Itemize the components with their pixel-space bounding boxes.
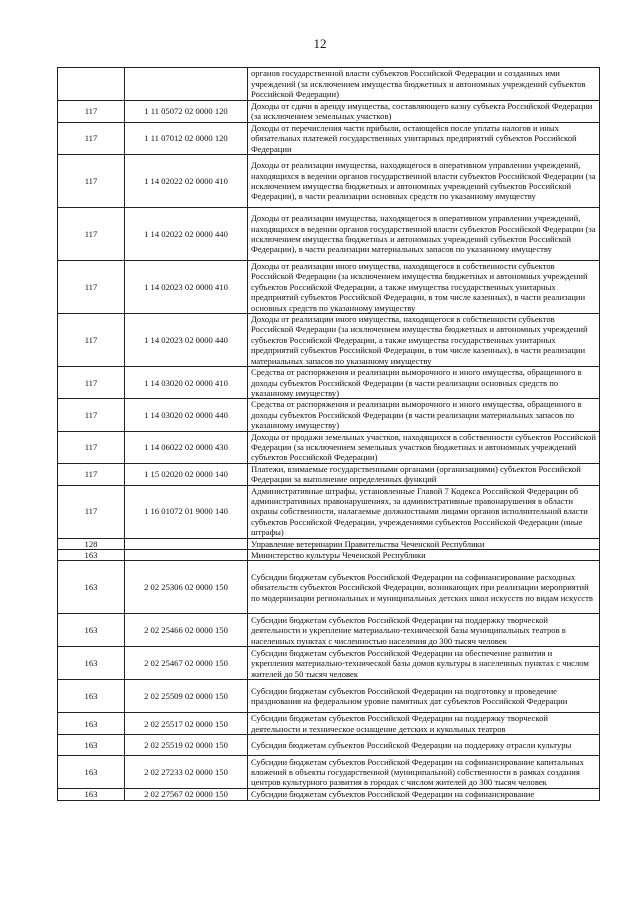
admin-code-cell: 117 (58, 367, 125, 399)
table-row (58, 101, 600, 123)
revenue-name-cell: Субсидии бюджетам субъектов Российской Федерации на софинансирование (248, 789, 600, 800)
table-row (58, 399, 600, 431)
table-row (58, 680, 600, 713)
table-row (58, 538, 600, 549)
revenue-name-cell: органов государственной власти субъектов Российской Федерации и созданных ими учреждений (за исключением имущества бюджетных и автономных учреждений субъектов Российской Федерации) (248, 68, 600, 101)
revenue-codes-table (57, 67, 600, 801)
revenue-name-cell: Субсидии бюджетам субъектов Российской Федерации на поддержку творческой деятельности и укрепление материально-технической базы муниципальных театров в населенных пунктах с численностью населения до 300 тысяч человек (248, 614, 600, 647)
budget-code-cell: 2 02 27233 02 0000 150 (125, 756, 248, 789)
page-number: 12 (313, 36, 327, 51)
budget-code-cell: 2 02 25467 02 0000 150 (125, 647, 248, 680)
admin-code-cell: 117 (58, 122, 125, 154)
table-row (58, 155, 600, 208)
admin-code-cell: 163 (58, 735, 125, 756)
budget-code-cell: 2 02 25466 02 0000 150 (125, 614, 248, 647)
admin-code-cell: 117 (58, 208, 125, 261)
admin-code-cell: 117 (58, 399, 125, 431)
admin-code-cell: 163 (58, 680, 125, 713)
budget-code-cell: 1 14 06022 02 0000 430 (125, 431, 248, 463)
revenue-name-cell: Субсидии бюджетам субъектов Российской Федерации на поддержку творческой деятельности и техническое оснащение детских и кукольных театров (248, 713, 600, 735)
revenue-name-cell: Субсидии бюджетам субъектов Российской Федерации на обеспечение развития и укрепления материально-технической базы домов культуры в населенных пунктах с числом жителей до 50 тысяч человек (248, 647, 600, 680)
revenue-name-cell: Административные штрафы, установленные Главой 7 Кодекса Российской Федерации об административных правонарушениях, за административные правонарушения в области охраны собственности, налагаемые должностными лицами органов исполнительной власти субъектов Российской Федерации, учреждениями субъектов Российской Федерации (иные штрафы) (248, 485, 600, 538)
table-row (58, 614, 600, 647)
table-row (58, 550, 600, 561)
table-row (58, 463, 600, 485)
budget-code-cell: 1 14 02022 02 0000 440 (125, 208, 248, 261)
budget-code-cell: 2 02 25517 02 0000 150 (125, 713, 248, 735)
revenue-name-cell: Доходы от сдачи в аренду имущества, составляющего казну субъекта Российской Федерации (за исключением земельных участков) (248, 101, 600, 123)
revenue-name-cell: Доходы от реализации имущества, находящегося в оперативном управлении учреждений, находящихся в ведении органов государственной власти субъектов Российской Федерации (за исключением имущества бюджетных и автономных учреждений субъектов Российской Федерации), в части реализации основных средств по указанному имуществу (248, 155, 600, 208)
revenue-name-cell: Субсидии бюджетам субъектов Российской Федерации на подготовку и проведение празднования на федеральном уровне памятных дат субъектов Российской Федерации (248, 680, 600, 713)
admin-code-cell: 117 (58, 314, 125, 367)
revenue-name-cell: Субсидии бюджетам субъектов Российской Федерации на софинансирование расходных обязательств субъектов Российской Федерации, возникающих при реализации мероприятий по модернизации региональных и муниципальных детских школ искусств по видам искусств (248, 561, 600, 614)
admin-code-cell: 117 (58, 431, 125, 463)
table-row (58, 647, 600, 680)
budget-code-cell: 2 02 25519 02 0000 150 (125, 735, 248, 756)
budget-code-cell: 1 14 02023 02 0000 410 (125, 261, 248, 314)
revenue-name-cell: Субсидии бюджетам субъектов Российской Федерации на софинансирование капитальных вложений в объекты государственной (муниципальной) собственности в рамках создания центров культурного развития в городах с числом жителей до 300 тысяч человек (248, 756, 600, 789)
revenue-name-cell: Доходы от реализации иного имущества, находящегося в собственности субъектов Российской Федерации (за исключением имущества бюджетных и автономных учреждений субъектов Российской Федерации, а также имущества государственных унитарных предприятий субъектов Российской Федерации, в том числе казенных), в части реализации основных средств по указанному имуществу (248, 261, 600, 314)
budget-code-cell: 1 14 03020 02 0000 410 (125, 367, 248, 399)
budget-code-cell (125, 538, 248, 549)
admin-code-cell: 163 (58, 789, 125, 800)
table-row (58, 68, 600, 101)
table-row (58, 735, 600, 756)
revenue-name-cell: Доходы от реализации имущества, находящегося в оперативном управлении учреждений, находящихся в ведении органов государственной власти субъектов Российской Федерации (за исключением имущества бюджетных и автономных учреждений субъектов Российской Федерации), в части реализации материальных запасов по указанному имуществу (248, 208, 600, 261)
revenue-name-cell: Средства от распоряжения и реализации выморочного и иного имущества, обращенного в доходы субъектов Российской Федерации (в части реализации основных средств по указанному имуществу) (248, 367, 600, 399)
revenue-name-cell: Средства от распоряжения и реализации выморочного и иного имущества, обращенного в доходы субъектов Российской Федерации (в части реализации материальных запасов по указанному имуществу) (248, 399, 600, 431)
table-row (58, 713, 600, 735)
admin-code-cell (58, 68, 125, 101)
budget-code-cell: 1 11 05072 02 0000 120 (125, 101, 248, 123)
table-row (58, 367, 600, 399)
budget-code-cell: 1 16 01072 01 9000 140 (125, 485, 248, 538)
table-row (58, 122, 600, 154)
budget-code-cell (125, 550, 248, 561)
admin-code-cell: 163 (58, 561, 125, 614)
admin-code-cell: 163 (58, 713, 125, 735)
admin-code-cell: 163 (58, 614, 125, 647)
table-row (58, 561, 600, 614)
table-body (58, 68, 600, 801)
revenue-name-cell: Субсидия бюджетам субъектов Российской Федерации на поддержку отрасли культуры (248, 735, 600, 756)
admin-code-cell: 117 (58, 485, 125, 538)
revenue-name-cell: Доходы от реализации иного имущества, находящегося в собственности субъектов Российской Федерации (за исключением имущества бюджетных и автономных учреждений субъектов Российской Федерации, а также имущества государственных унитарных предприятий субъектов Российской Федерации, в том числе казенных), в части реализации материальных запасов по указанному имуществу (248, 314, 600, 367)
revenue-name-cell: Доходы от перечисления части прибыли, остающейся после уплаты налогов и иных обязательных платежей государственных унитарных предприятий субъектов Российской Федерации (248, 122, 600, 154)
revenue-name-cell: Доходы от продажи земельных участков, находящихся в собственности субъектов Российской Федерации (за исключением земельных участков бюджетных и автономных учреждений субъектов Российской Федерации) (248, 431, 600, 463)
admin-code-cell: 163 (58, 550, 125, 561)
revenue-name-cell: Министерство культуры Чеченской Республики (248, 550, 600, 561)
budget-code-cell: 1 14 02022 02 0000 410 (125, 155, 248, 208)
budget-code-cell: 1 15 02020 02 0000 140 (125, 463, 248, 485)
admin-code-cell: 128 (58, 538, 125, 549)
budget-code-cell: 1 11 07012 02 0000 120 (125, 122, 248, 154)
admin-code-cell: 117 (58, 101, 125, 123)
budget-code-cell: 2 02 25306 02 0000 150 (125, 561, 248, 614)
revenue-name-cell: Платежи, взимаемые государственными органами (организациями) субъектов Российской Федерации за выполнение определенных функций (248, 463, 600, 485)
table-row (58, 314, 600, 367)
revenue-name-cell: Управление ветеринарии Правительства Чеченской Республики (248, 538, 600, 549)
table-row (58, 431, 600, 463)
budget-code-cell: 2 02 25509 02 0000 150 (125, 680, 248, 713)
table-row (58, 756, 600, 789)
admin-code-cell: 117 (58, 155, 125, 208)
table-row (58, 485, 600, 538)
table-row (58, 789, 600, 800)
admin-code-cell: 163 (58, 756, 125, 789)
table-row (58, 261, 600, 314)
admin-code-cell: 163 (58, 647, 125, 680)
budget-code-cell (125, 68, 248, 101)
admin-code-cell: 117 (58, 463, 125, 485)
budget-code-cell: 1 14 02023 02 0000 440 (125, 314, 248, 367)
budget-code-cell: 2 02 27567 02 0000 150 (125, 789, 248, 800)
budget-code-cell: 1 14 03020 02 0000 440 (125, 399, 248, 431)
admin-code-cell: 117 (58, 261, 125, 314)
table-row (58, 208, 600, 261)
